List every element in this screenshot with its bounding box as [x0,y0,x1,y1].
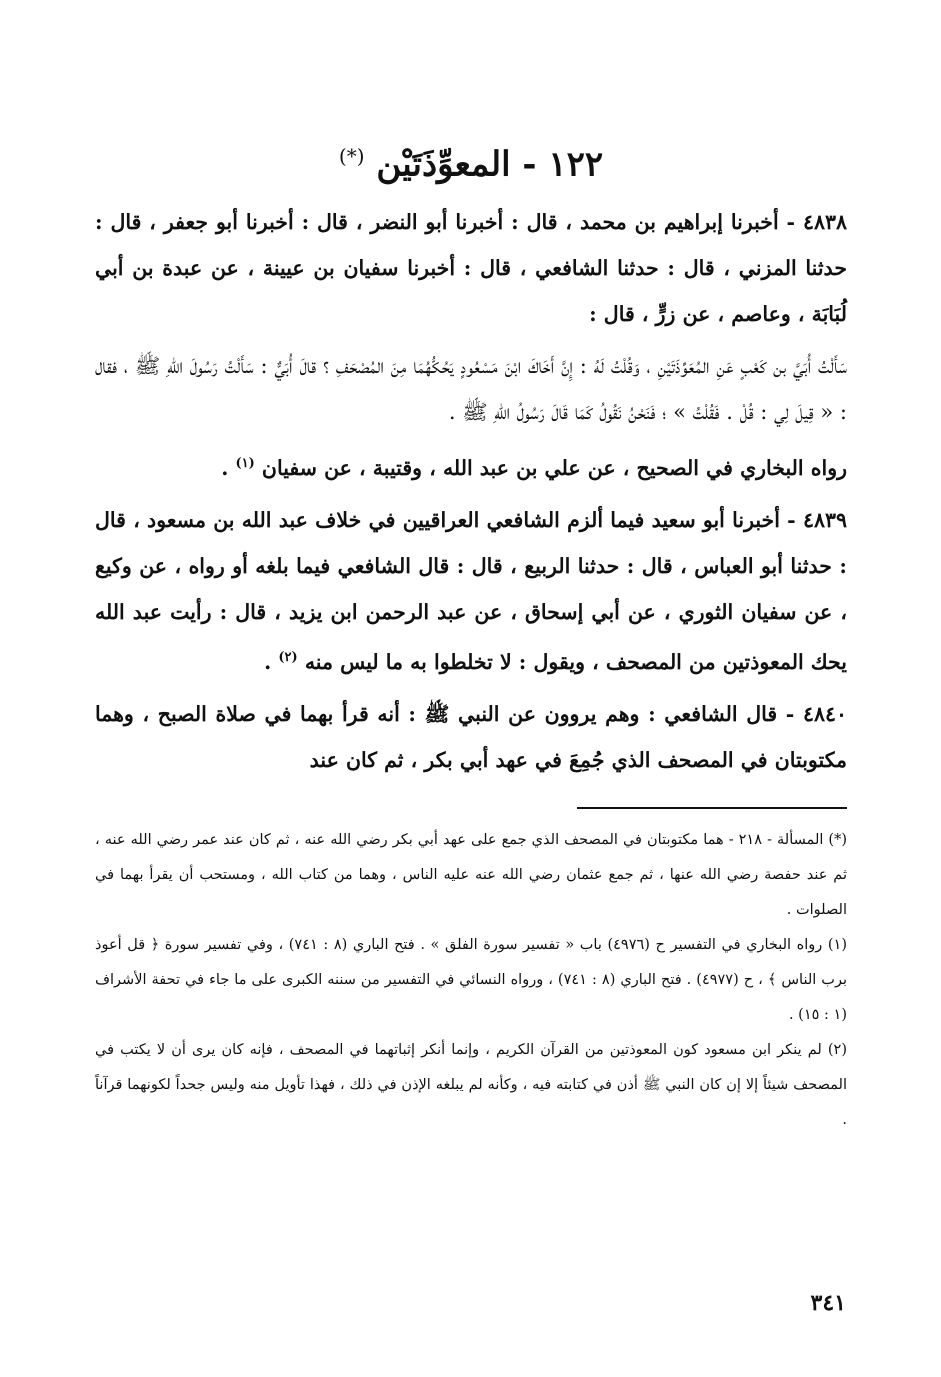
footnote-star: (*) المسألة - ٢١٨ - هما مكتوبتان في المصحف الذي جمع على عهد أبي بكر رضي الله عنه ، ثم كان عند عمر رضي الله عنه ، ثم عند حفصة رضي الله عنها ، ثم جمع عثمان رضي الله عنه عليه الناس ، وهما من كتاب الله ، ومستحب أن يقرأ بهما في الصلوات . [95,831,847,918]
footnote-divider [577,807,847,809]
hadith-4838-source-text: رواه البخاري في الصحيح ، عن علي بن عبد الله ، وقتيبة ، عن سفيان [261,456,847,481]
hadith-4839-text: ٤٨٣٩ - أخبرنا أبو سعيد فيما ألزم الشافعي العراقيين في خلاف عبد الله بن مسعود ، قال : حدثنا أبو العباس ، قال : حدثنا الربيع ، قال : قال الشافعي فيما بلغه أو رواه ، عن وكيع ، عن سفيان الثوري ، عن أبي إسحاق ، عن عبد الرحمن ابن يزيد ، قال : رأيت عبد الله يحك المعوذتين من المصحف ، ويقول : لا تخلطوا به ما ليس منه [95,508,847,674]
page-number: ٣٤١ [810,1290,846,1316]
hadith-4838-text: سَأَلْتُ أُبَيَّ بن كَعْبٍ عَنِ المُعَوِّذَتَيْنِ ، وَقُلْتُ لَهُ : إِنَّ أَخَاكَ ابْنَ مَسْعُودٍ يَحُكُّهُمَا مِنَ المُصْحَفِ ؟ قالَ أُبَيٌّ : سَأَلْتُ رَسُولَ اللهِ ﷺ ، فقال : « قِيلَ لِي : قُلْ . فَقُلْتُ » ؛ فَنَحْنُ نَقُولُ كَمَا قَالَ رَسُولُ اللهِ ﷺ . [95,354,847,425]
footnote-ref-2: (٢) [278,650,298,666]
hadith-4838-source-end: . [221,456,229,481]
hadith-4840: ٤٨٤٠ - قال الشافعي : وهم يروون عن النبي ﷺ : أنه قرأ بهما في صلاة الصبح ، وهما مكتوبتان في المصحف الذي جُمِعَ في عهد أبي بكر ، ثم كان عند [95,701,847,772]
hadith-4839 [95,497,847,685]
chapter-title [95,125,847,195]
page-body [95,125,847,1325]
footnote-2: (٢) لم ينكر ابن مسعود كون المعوذتين من القرآن الكريم ، وإنما أنكر إثباتهما في المصحف ، فإنه كان يرى أن لا يكتب في المصحف شيئاً إلا إن كان النبي ﷺ أذن في كتابته فيه ، وكأنه لم يبلغه الإذن في ذلك ، فهذا تأويل منه وليس جحداً لكونهما قرآناً . [95,1041,847,1128]
chapter-title-text: ١٢٢ - المعوِّذَتَيْن [376,144,604,185]
hadith-4838-chain: ٤٨٣٨ - أخبرنا إبراهيم بن محمد ، قال : أخبرنا أبو النضر ، قال : أخبرنا أبو جعفر ، قال : حدثنا المزني ، قال : حدثنا الشافعي ، قال : أخبرنا سفيان بن عيينة ، عن عبدة بن أبي لُبَابَة ، وعاصم ، عن زرٍّ ، قال : [95,210,847,327]
hadith-4838-source [95,441,847,491]
hadith-4839-end: . [264,649,272,674]
footnote-ref-1: (١) [235,456,255,472]
chapter-title-marker: (*) [338,144,365,168]
footnote-1: (١) رواه البخاري في التفسير ح (٤٩٧٦) باب « تفسير سورة الفلق » . فتح الباري (٨ : ٧٤١) ، وفي تفسير سورة ﴿ قل أعوذ برب الناس ﴾ ، ح (٤٩٧٧) . فتح الباري (٨ : ٧٤١) ، ورواه النسائي في التفسير من سننه الكبرى على ما جاء في تحفة الأشراف (١ : ١٥) . [95,936,848,1023]
